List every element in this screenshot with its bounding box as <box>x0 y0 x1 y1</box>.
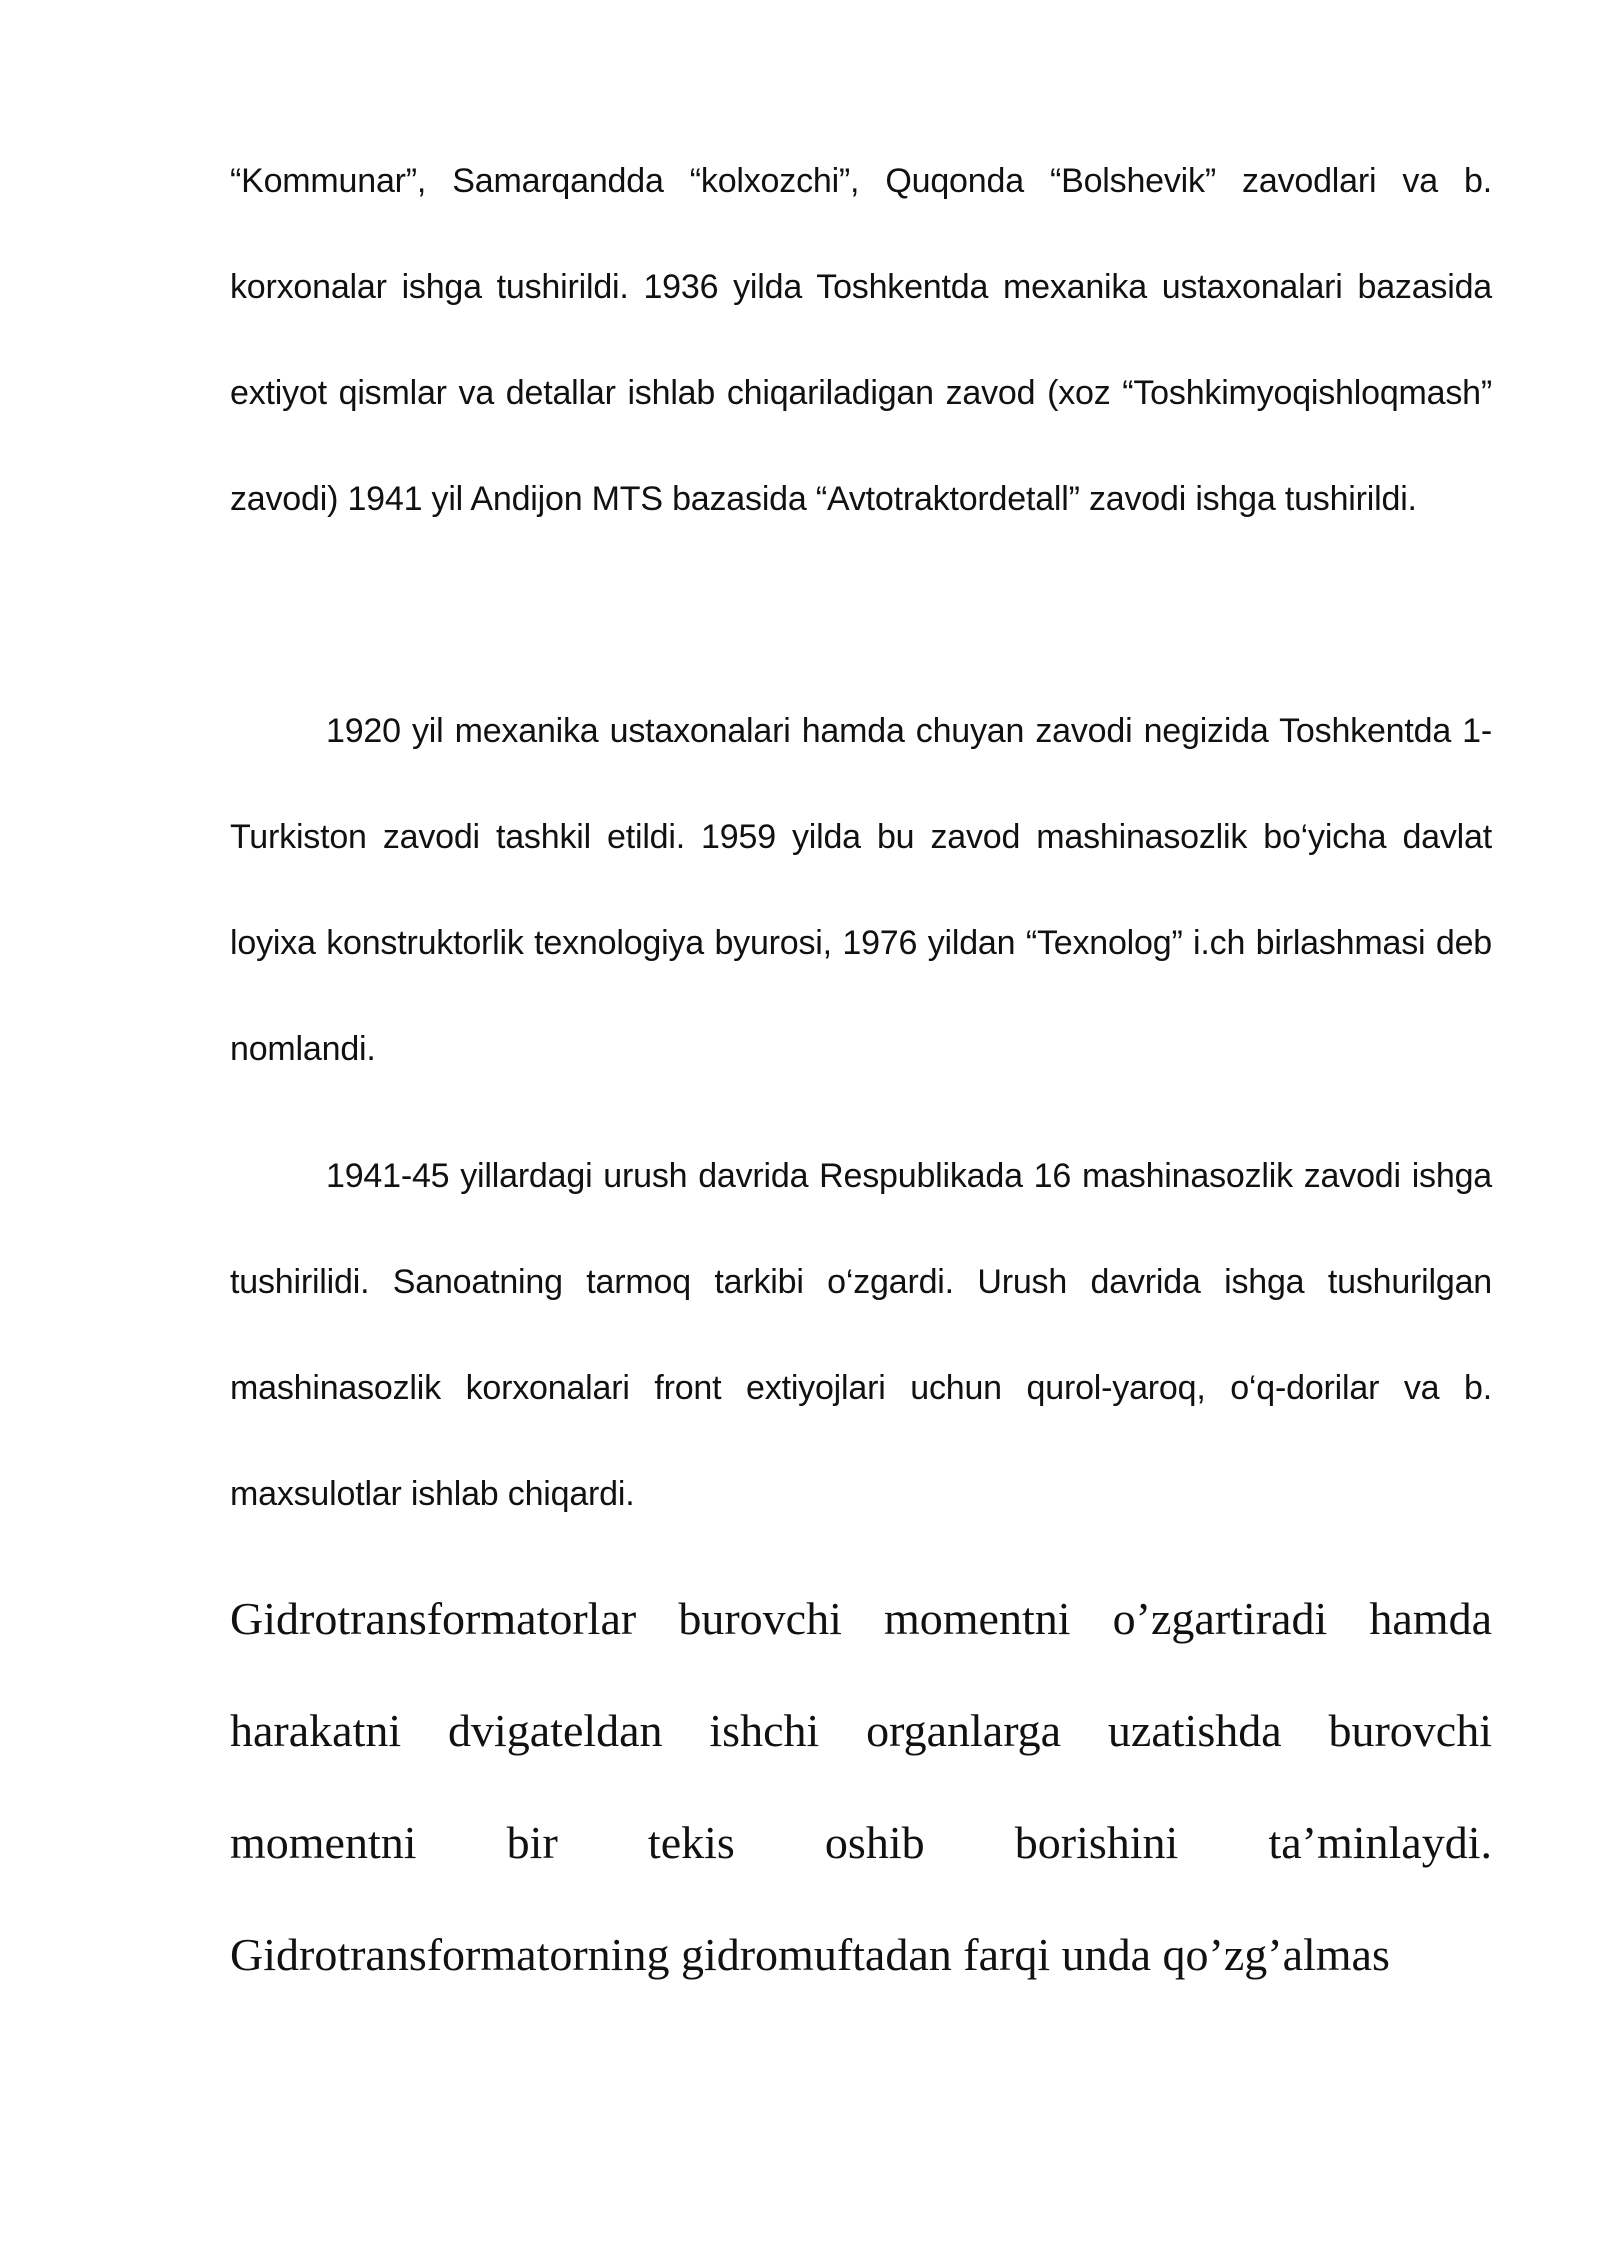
paragraph-1 <box>230 128 1492 552</box>
paragraph-2-text: 1920 yil mexanika ustaxonalari hamda chuyan zavodi negizida Toshkentda 1-Turkiston zavodi tashkil etildi. 1959 yilda bu zavod mashinasozlik bo‘yicha davlat loyixa konstruktorlik texnologiya byurosi, 1976 yildan “Texnolog” i.ch birlashmasi deb nomlandi. <box>230 712 1492 1068</box>
paragraph-3-text: 1941-45 yillardagi urush davrida Respublikada 16 mashinasozlik zavodi ishga tushirilidi. Sanoatning tarmoq tarkibi o‘zgardi. Urush davrida ishga tushurilgan mashinasozlik korxonalari front extiyojlari uchun qurol-yaroq, o‘q-dorilar va b. maxsulotlar ishlab chiqardi. <box>230 1157 1492 1513</box>
paragraph-4-text: Gidrotransformatorlar burovchi momentni o’zgartiradi hamda harakatni dvigateldan ishchi organlarga uzatishda burovchi momentni bir tekis oshib borishini ta’minlaydi. Gidrotransformatorning gidromuftadan farqi unda qo’zg’almas <box>230 1593 1492 1980</box>
paragraph-3 <box>230 1123 1492 1547</box>
paragraph-2 <box>230 678 1492 1102</box>
paragraph-4 <box>230 1563 1492 2011</box>
paragraph-1-text: “Kommunar”, Samarqandda “kolxozchi”, Quqonda “Bolshevik” zavodlari va b. korxonalar ishga tushirildi. 1936 yilda Toshkentda mexanika ustaxonalari bazasida extiyot qismlar va detallar ishlab chiqariladigan zavod (xoz “Toshkimyoqishloqmash” zavodi) 1941 yil Andijon MTS bazasida “Avtotraktordetall” zavodi ishga tushirildi. <box>230 162 1492 518</box>
